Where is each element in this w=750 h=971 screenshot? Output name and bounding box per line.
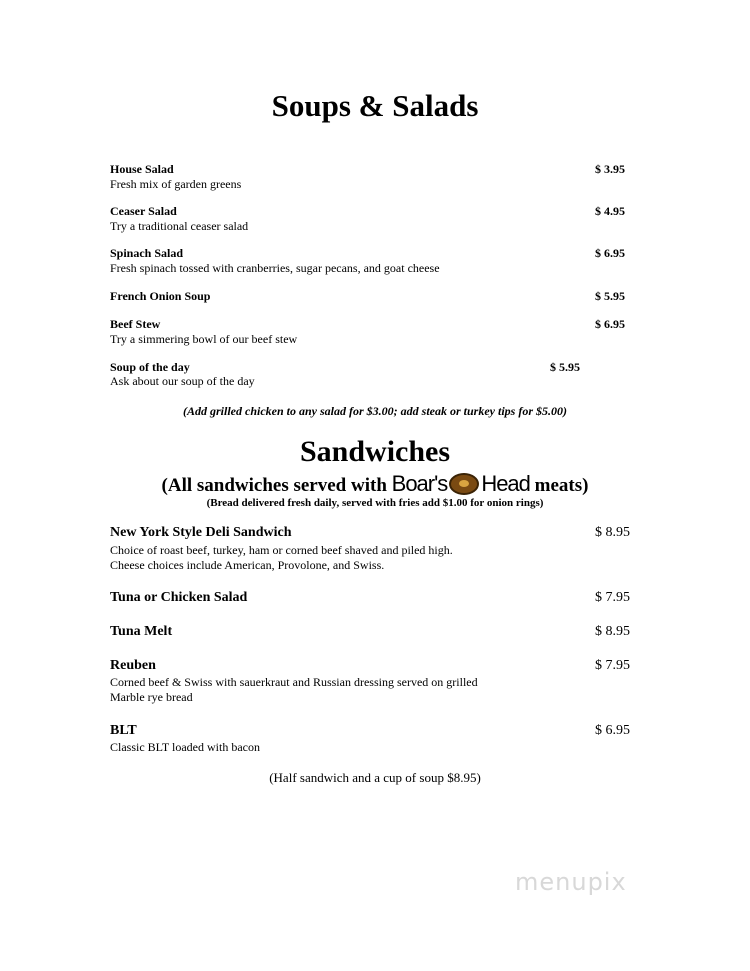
menu-item-house-salad-desc: Fresh mix of garden greens — [110, 177, 242, 191]
subtitle-post: meats) — [534, 475, 589, 496]
sandwich-reuben-price: $ 7.95 — [595, 658, 630, 673]
sandwich-tuna-chicken-name: Tuna or Chicken Salad — [110, 590, 248, 605]
menu-item-ceaser-salad-name: Ceaser Salad — [110, 204, 177, 218]
sandwich-blt-price: $ 6.95 — [595, 723, 630, 738]
combo-note: (Half sandwich and a cup of soup $8.95) — [269, 770, 481, 785]
menu-item-ceaser-salad-desc: Try a traditional ceaser salad — [110, 219, 249, 233]
menu-item-beef-stew-desc: Try a simmering bowl of our beef stew — [110, 332, 298, 346]
menu-item-ceaser-salad-price: $ 4.95 — [595, 204, 625, 218]
sandwich-tuna-melt-name: Tuna Melt — [110, 624, 173, 639]
menu-item-french-onion-soup-price: $ 5.95 — [595, 289, 625, 303]
boars-head-logo: Boar's Head — [391, 471, 530, 496]
sandwiches-subtitle — [0, 471, 750, 497]
soups-salads-title: Soups & Salads — [271, 88, 479, 123]
sandwich-ny-deli-desc2: Cheese choices include American, Provolone, and Swiss. — [110, 558, 385, 572]
sandwich-blt-name: BLT — [110, 723, 137, 738]
sandwich-tuna-chicken-price: $ 7.95 — [595, 590, 630, 605]
sandwich-tuna-melt-price: $ 8.95 — [595, 624, 630, 639]
sandwiches-title: Sandwiches — [299, 435, 451, 468]
sandwich-reuben-desc2: Marble rye bread — [110, 690, 193, 704]
boars-head-seal-icon — [449, 473, 479, 495]
menu-item-french-onion-soup-name: French Onion Soup — [110, 289, 211, 303]
menu-item-beef-stew-price: $ 6.95 — [595, 317, 625, 331]
subtitle-pre: (All sandwiches served with — [161, 475, 387, 496]
sandwich-reuben-name: Reuben — [110, 658, 156, 673]
menu-item-spinach-salad-name: Spinach Salad — [110, 246, 184, 260]
menu-item-soup-of-the-day-desc: Ask about our soup of the day — [110, 374, 255, 388]
menu-item-spinach-salad-desc: Fresh spinach tossed with cranberries, sugar pecans, and goat cheese — [110, 261, 440, 275]
menu-item-spinach-salad-price: $ 6.95 — [595, 246, 625, 260]
sandwich-ny-deli-desc1: Choice of roast beef, turkey, ham or corned beef shaved and piled high. — [110, 543, 453, 557]
menu-item-soup-of-the-day-price: $ 5.95 — [550, 360, 580, 374]
salad-addon-note: (Add grilled chicken to any salad for $3.00; add steak or turkey tips for $5.00) — [183, 404, 567, 418]
menupix-watermark: menupix — [515, 868, 627, 896]
sandwich-ny-deli-name: New York Style Deli Sandwich — [110, 525, 292, 540]
sandwich-reuben-desc1: Corned beef & Swiss with sauerkraut and Russian dressing served on grilled — [110, 675, 478, 689]
menu-item-house-salad-price: $ 3.95 — [595, 162, 625, 176]
menu-item-house-salad-name: House Salad — [110, 162, 174, 176]
bread-note: (Bread delivered fresh daily, served with fries add $1.00 for onion rings) — [206, 497, 544, 509]
menu-item-soup-of-the-day-name: Soup of the day — [110, 360, 190, 374]
menu-item-beef-stew-name: Beef Stew — [110, 317, 161, 331]
sandwich-blt-desc1: Classic BLT loaded with bacon — [110, 740, 260, 754]
sandwich-ny-deli-price: $ 8.95 — [595, 525, 630, 540]
